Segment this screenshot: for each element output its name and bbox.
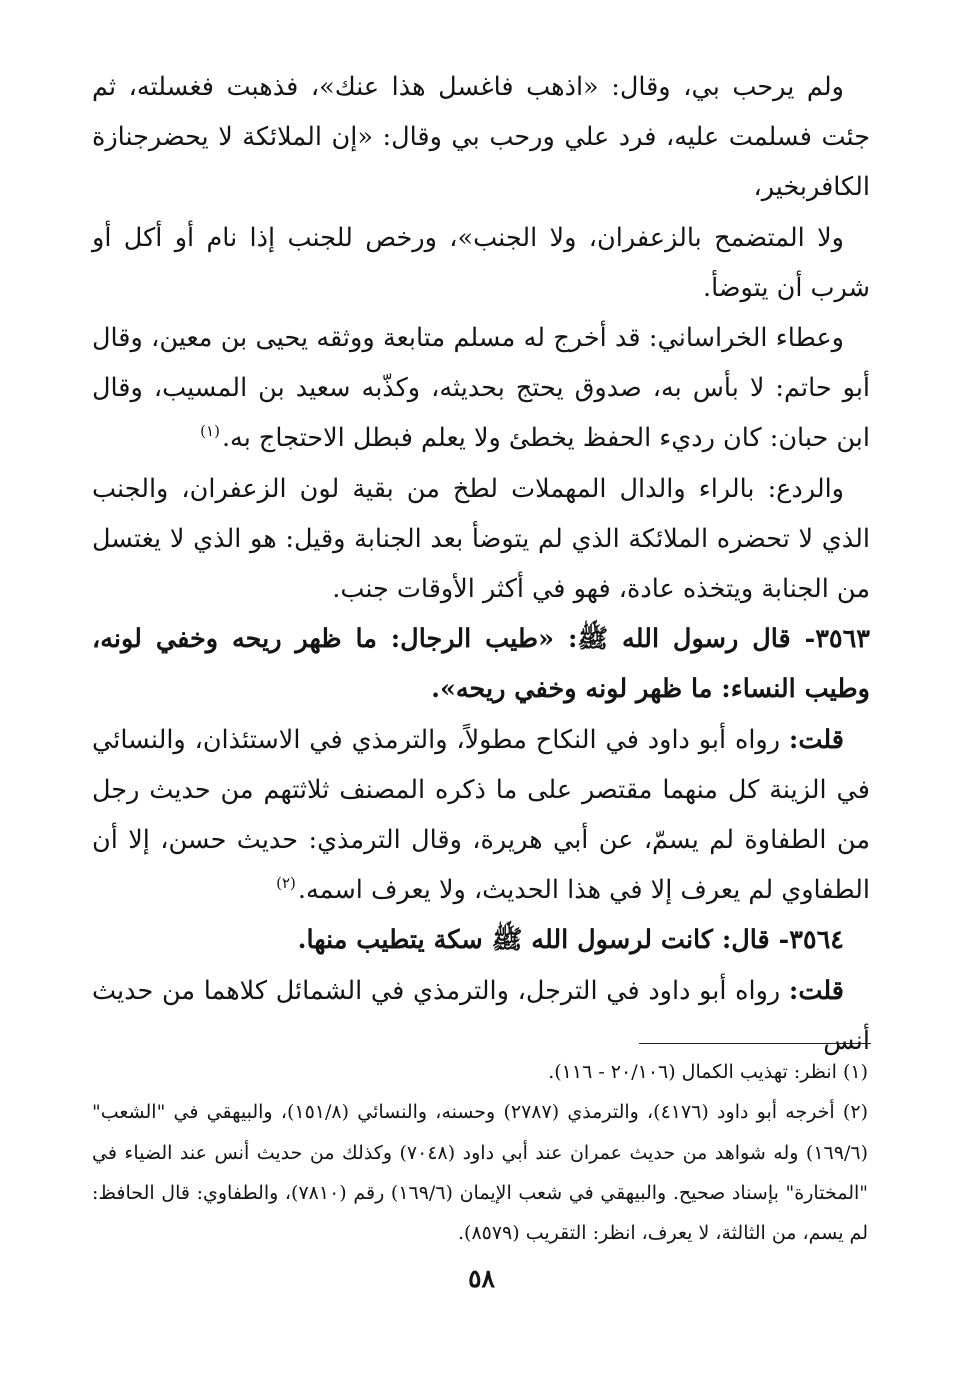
page-number: ٥٨ xyxy=(468,1264,495,1293)
takhrij-text-3564: رواه أبو داود في الترجل، والترمذي في الشمائل كلاهما من حديث أنس xyxy=(92,975,870,1056)
paragraph-narrator-commentary xyxy=(92,313,870,464)
takhrij-3564 xyxy=(92,966,870,1066)
footnote-ref-1: (١) xyxy=(200,422,220,441)
narrator-commentary-text: وعطاء الخراساني: قد أخرج له مسلم متابعة ووثقه يحيى بن معين، وقال أبو حاتم: لا بأس به، صدوق يحتج بحديثه، وكذّبه سعيد بن المسيب، وقال ابن حبان: كان رديء الحفظ يخطئ ولا يعلم فبطل الاحتجاج به. xyxy=(92,323,870,454)
qult-label: قلت: xyxy=(788,724,844,755)
paragraph-hadith-continuation: ولم يرحب بي، وقال: «اذهب فاغسل هذا عنك»، فذهبت فغسلته، ثم جئت فسلمت عليه، فرد علي ورحب بي وقال: «إن الملائكة لا يحضرجنازة الكافربخير، xyxy=(92,72,870,203)
footnote-ref-2: (٢) xyxy=(276,874,296,893)
hadith-number-3564: ٣٥٦٤- xyxy=(778,925,844,956)
hadith-3563 xyxy=(92,614,870,714)
hadith-text-3563: قال رسول الله ﷺ: «طيب الرجال: ما ظهر ريحه وخفي لونه، وطيب النساء: ما ظهر لونه وخفي ريحه». xyxy=(92,624,870,705)
takhrij-text-3563: رواه أبو داود في النكاح مطولاً، والترمذي في الاستئذان، والنسائي في الزينة كل منهما مقتصر على ما ذكره المصنف ثلاثتهم من حديث رجل من الطفاوة لم يسمّ، عن أبي هريرة، وقال الترمذي: حديث حسن، إلا أن الطفاوي لم يعرف إلا في هذا الحديث، ولا يعرف اسمه. xyxy=(92,724,870,906)
hadith-number-3563: ٣٥٦٣- xyxy=(804,624,870,655)
paragraph-vocabulary-explanation: والردع: بالراء والدال المهملات لطخ من بقية لون الزعفران، والجنب الذي لا تحضره الملائكة الذي لم يتوضأ بعد الجنابة وقيل: هو الذي لا يغتسل من الجنابة ويتخذه عادة، فهو في أكثر الأوقات جنب. xyxy=(92,473,870,605)
qult-label: قلت: xyxy=(788,975,844,1006)
hadith-3564 xyxy=(92,915,870,965)
takhrij-3563 xyxy=(92,715,870,916)
footnote-2: (٢) أخرجه أبو داود (٤١٧٦)، والترمذي (٢٧٨٧) وحسنه، والنسائي (١٥١/٨)، والبيهقي في "الشعب" (١٦٩/٦) وله شواهد من حديث عمران عند أبي داود (٧٠٤٨) وكذلك من حديث أنس عند الضياء في "المختارة" بإسناد صحيح. والبيهقي في شعب الإيمان (١٦٩/٦) رقم (٧٨١٠)، والطفاوي: قال الحافظ: لم يسم، من الثالثة، لا يعرف، انظر: التقريب (٨٥٧٩). xyxy=(92,1101,868,1245)
footnotes xyxy=(92,1052,868,1253)
footnote-separator xyxy=(639,1043,871,1044)
footnote-1: (١) انظر: تهذيب الكمال (٢٠/١٠٦ - ١١٦). xyxy=(548,1061,868,1083)
hadith-text-3564: قال: كانت لرسول الله ﷺ سكة يتطيب منها. xyxy=(297,925,779,956)
main-text xyxy=(92,62,870,1066)
paragraph-hadith-end: ولا المتضمح بالزعفران، ولا الجنب»، ورخص للجنب إذا نام أو أكل أو شرب أن يتوضأ. xyxy=(92,222,870,303)
